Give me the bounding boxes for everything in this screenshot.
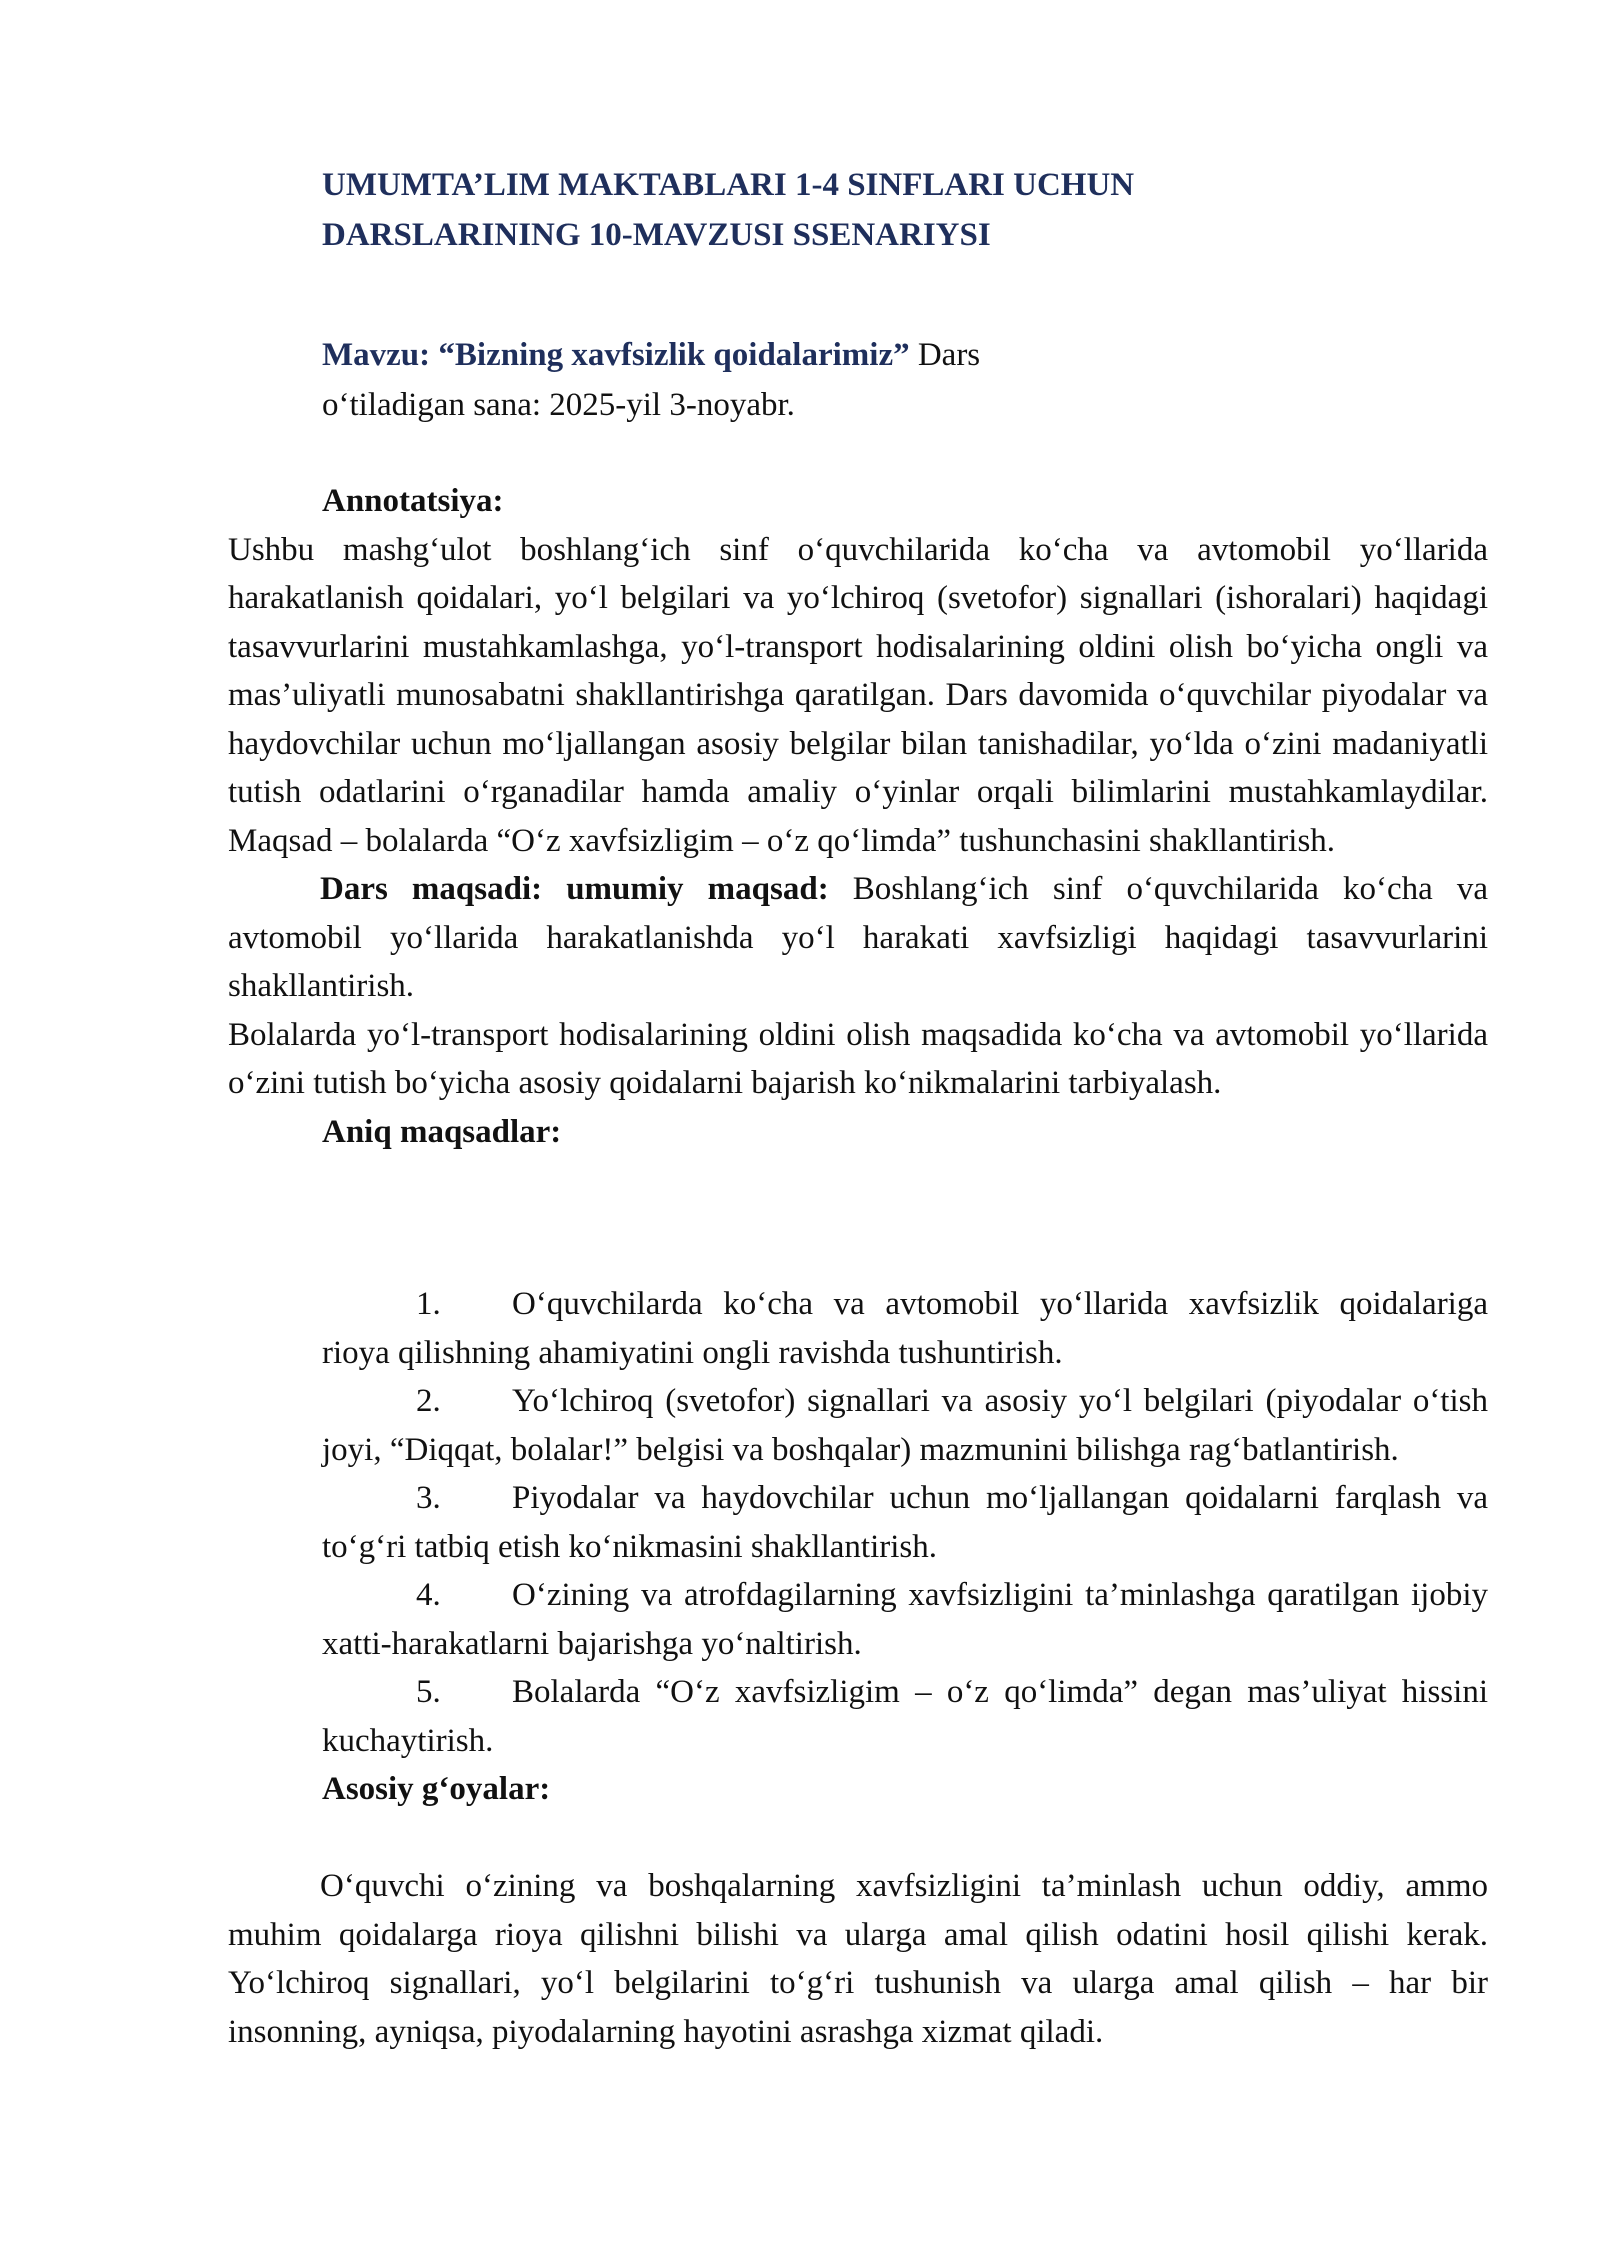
objective-number: 1. — [416, 1286, 441, 1322]
goal-text: Boshlang‘ich sinf o‘quvchilarida ko‘cha va avtomobil yo‘llarida harakatlanishda yo‘l harakati xavfsizligi haqidagi tasavvurlarini shakllantirish. — [228, 871, 1488, 1004]
goal-label: Dars maqsadi: umumiy maqsad: — [320, 871, 829, 907]
objective-item — [322, 1474, 1488, 1571]
objectives-heading: Aniq maqsadlar: — [322, 1113, 562, 1150]
objective-text: O‘zining va atrofdagilarning xavfsizligini ta’minlashga qaratilgan ijobiy xatti-harakatlarni bajarishga yo‘naltirish. — [322, 1577, 1488, 1662]
topic-label: Mavzu: “Bizning xavfsizlik qoidalarimiz” — [322, 337, 910, 373]
main-ideas-text: O‘quvchi o‘zining va boshqalarning xavfsizligini ta’minlash uchun oddiy, ammo muhim qoidalarga rioya qilishni bilishi va ularga amal qilish odatini hosil qilishi kerak. Yo‘lchiroq signallari, yo‘l belgilarini to‘g‘ri tushunish va ularga amal qilish – har bir insonning, ayniqsa, piyodalarning hayotini asrashga xizmat qiladi. — [228, 1868, 1488, 2050]
main-ideas-section — [228, 1862, 1488, 2056]
objective-number: 4. — [416, 1577, 441, 1613]
document-title — [322, 160, 1322, 260]
title-line-2: DARSLARINING 10-MAVZUSI SSENARIYSI — [322, 217, 991, 253]
objective-item — [322, 1377, 1488, 1474]
objective-number: 5. — [416, 1674, 441, 1710]
topic-after-label: Dars — [909, 337, 981, 373]
annotation-text: Ushbu mashg‘ulot boshlang‘ich sinf o‘quvchilarida ko‘cha va avtomobil yo‘llarida harakatlanish qoidalari, yo‘l belgilari va yo‘lchiroq (svetofor) signallari (ishoralari) haqidagi tasavvurlarini mustahkamlashga, yo‘l-transport hodisalarining oldini olish bo‘yicha ongli va mas’uliyatli munosabatni shakllantirishga qaratilgan. Dars davomida o‘quvchilar piyodalar va haydovchilar uchun mo‘ljallangan asosiy belgilar bilan tanishadilar, yo‘lda o‘zini madaniyatli tutish odatlarini o‘rganadilar hamda amaliy o‘yinlar orqali bilimlarini mustahkamlaydilar. Maqsad – bolalarda “O‘z xavfsizligim – o‘z qo‘limda” tushunchasini shakllantirish. — [228, 531, 1488, 859]
topic-date: o‘tiladigan sana: 2025-yil 3-noyabr. — [322, 387, 795, 423]
objective-text: Bolalarda “O‘z xavfsizligim – o‘z qo‘limda” degan mas’uliyat hissini kuchaytirish. — [322, 1674, 1488, 1759]
objective-text: Yo‘lchiroq (svetofor) signallari va asosiy yo‘l belgilari (piyodalar o‘tish joyi, “Diqqat, bolalar!” belgisi va boshqalar) mazmunini bilishga rag‘batlantirish. — [322, 1383, 1488, 1468]
objective-item — [322, 1280, 1488, 1377]
objective-item — [322, 1668, 1488, 1765]
annotation-heading: Annotatsiya: — [322, 483, 504, 519]
objective-text: O‘quvchilarda ko‘cha va avtomobil yo‘llarida xavfsizlik qoidalariga rioya qilishning ahamiyatini ongli ravishda tushuntirish. — [322, 1286, 1488, 1371]
goal-paragraph — [228, 865, 1488, 1011]
topic-block — [322, 330, 1322, 430]
title-line-1: UMUMTA’LIM MAKTABLARI 1-4 SINFLARI UCHUN — [322, 167, 1135, 203]
objective-text: Piyodalar va haydovchilar uchun mo‘ljallangan qoidalarni farqlash va to‘g‘ri tatbiq etish ko‘nikmasini shakllantirish. — [322, 1480, 1488, 1565]
goal-text-2: Bolalarda yo‘l-transport hodisalarining oldini olish maqsadida ko‘cha va avtomobil yo‘llarida o‘zini tutish bo‘yicha asosiy qoidalarni bajarish ko‘nikmalarini tarbiyalash. — [228, 1016, 1488, 1101]
objective-item — [322, 1571, 1488, 1668]
main-ideas-heading: Asosiy g‘oyalar: — [322, 1771, 551, 1807]
objectives-list — [322, 1280, 1488, 1814]
objective-number: 2. — [416, 1383, 441, 1419]
objective-number: 3. — [416, 1480, 441, 1516]
annotation-section — [228, 477, 1488, 1156]
